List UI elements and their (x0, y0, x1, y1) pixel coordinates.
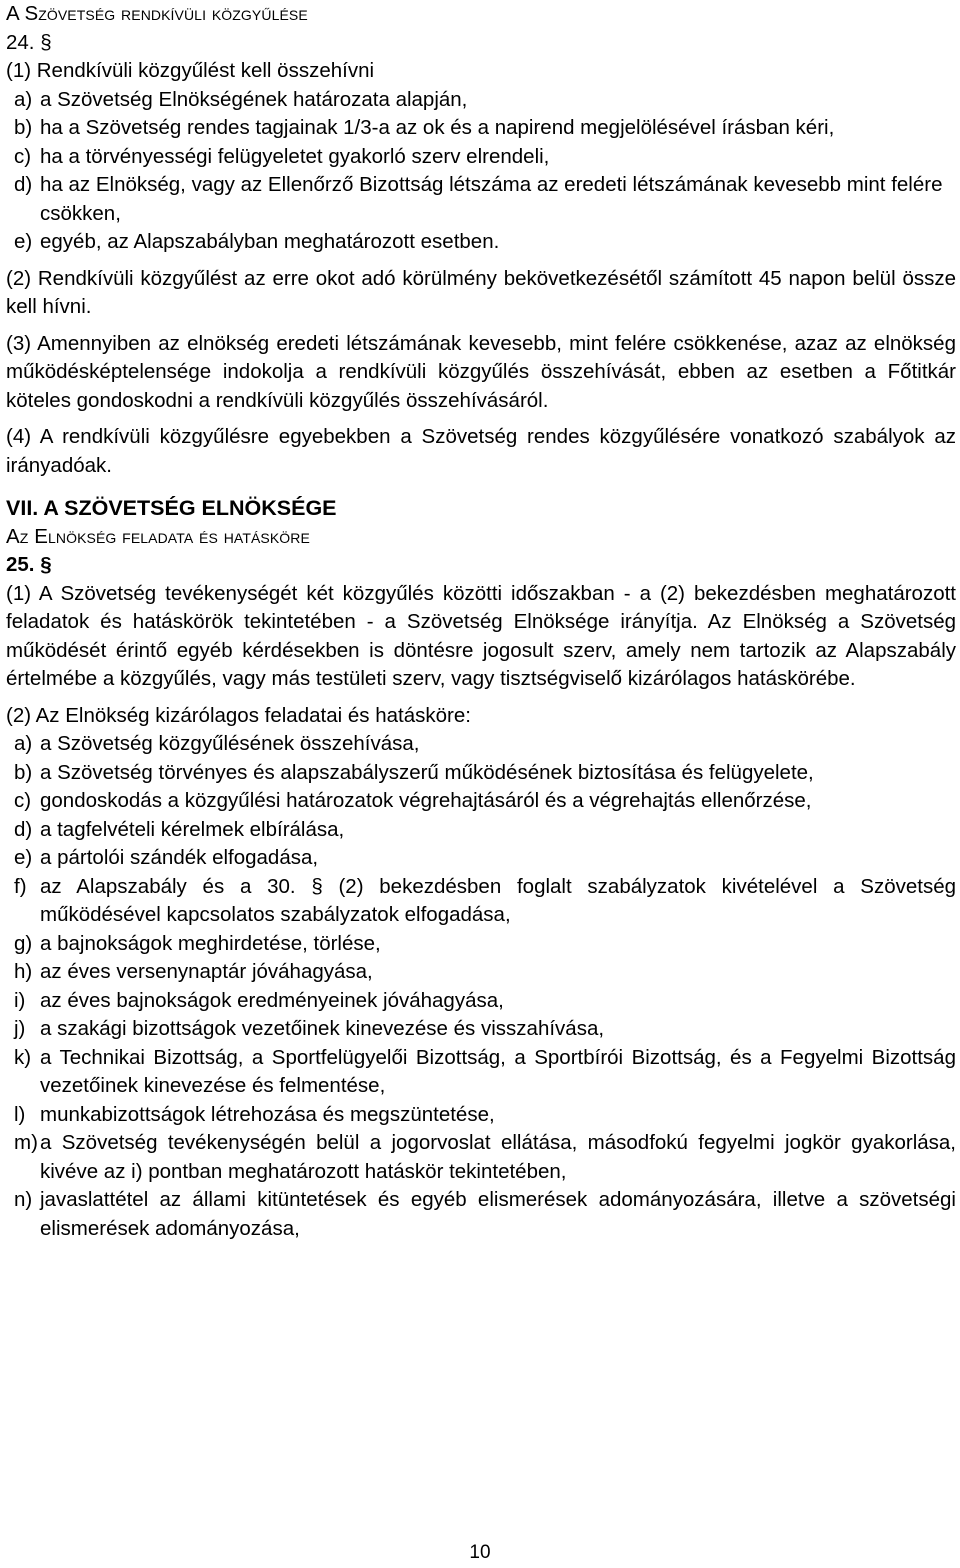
list-item-label: k) (14, 1045, 32, 1069)
list-item (6, 1129, 956, 1186)
list-item-text: ha a törvényességi felügyeletet gyakorló szerv elrendeli, (40, 144, 550, 168)
list-item (6, 759, 956, 788)
list-item (6, 228, 956, 257)
list-item-text: egyéb, az Alapszabályban meghatározott esetben. (40, 230, 500, 253)
list-item-label: e) (14, 846, 33, 869)
document-page (6, 0, 956, 1243)
list-item-text: az éves bajnokságok eredményeinek jóváhagyása, (40, 988, 504, 1012)
chapter-heading: VII. A SZÖVETSÉG ELNÖKSÉGE (6, 496, 337, 520)
list-item-text: a pártolói szándék elfogadása, (40, 846, 319, 869)
list-item (6, 787, 956, 816)
list-item-label: n) (14, 1188, 33, 1211)
list-item-label: b) (14, 760, 33, 784)
article-25-list (6, 730, 956, 1243)
list-item-text: a Szövetség törvényes és alapszabályszerű működésének biztosítása és felügyelete, (40, 760, 814, 784)
list-item (6, 114, 956, 143)
list-item-text: ha a Szövetség rendes tagjainak 1/3-a az ok és a napirend megjelölésével írásban kéri, (40, 116, 835, 139)
list-item (6, 930, 956, 959)
list-item (6, 958, 956, 987)
article-24-para-3: (3) Amennyiben az elnökség eredeti létszámának kevesebb, mint felére csökkenése, azaz az elnökség működésképtelensége indokolja a rendkívüli közgyűlés összehívását, ebben az esetben a Főtitkár köteles gondoskodni a rendkívüli közgyűlés összehívásáról. (6, 331, 956, 412)
list-item (6, 1044, 956, 1101)
article-25-number: 25. § (6, 553, 52, 576)
article-25-para-1: (1) A Szövetség tevékenységét két közgyűlés közötti időszakban - a (2) bekezdésben meghatározott feladatok és hatáskörök tekintetében - a Szövetség Elnöksége irányítja. Az Elnökség a Szövetség működését érintő egyéb kérdésekben is döntésre jogosult szerv, amely nem tartozik az Alapszabály értelmébe a közgyűlés, vagy más testületi szerv, vagy tisztségviselő kizárólagos hatáskörébe. (6, 581, 956, 690)
list-item-text: a Szövetség Elnökségének határozata alapján, (40, 87, 468, 111)
article-24-para-4: (4) A rendkívüli közgyűlésre egyebekben a Szövetség rendes közgyűlésére vonatkozó szabályok az irányadóak. (6, 425, 956, 477)
article-24-list (6, 86, 956, 257)
list-item-text: a szakági bizottságok vezetőinek kinevezése és visszahívása, (40, 1017, 605, 1040)
list-item (6, 730, 956, 759)
list-item-text: a Szövetség közgyűlésének összehívása, (40, 732, 420, 755)
list-item-label: d) (14, 173, 33, 196)
list-item (6, 816, 956, 845)
list-item-text: munkabizottságok létrehozása és megszüntetése, (40, 1102, 495, 1126)
section-header-extraordinary-assembly: A Szövetség rendkívüli közgyűlése (6, 2, 308, 25)
article-24-number: 24. § (6, 30, 52, 54)
list-item-text: ha az Elnökség, vagy az Ellenőrző Bizottság létszáma az eredeti létszámának kevesebb mint felére csökken, (40, 173, 943, 225)
list-item (6, 987, 956, 1016)
list-item-text: az Alapszabály és a 30. § (2) bekezdésben foglalt szabályzatok kivételével a Szövetség működésével kapcsolatos szabályzatok elfogadása, (40, 874, 956, 926)
list-item-text: a Technikai Bizottság, a Sportfelügyelői Bizottság, a Sportbírói Bizottság, és a Fegyelmi Bizottság vezetőinek kinevezése és felmentése, (40, 1045, 956, 1097)
article-25-para-2-intro: (2) Az Elnökség kizárólagos feladatai és hatásköre: (6, 703, 471, 727)
list-item-label: c) (14, 789, 32, 812)
list-item-label: h) (14, 960, 33, 983)
list-item-label: l) (14, 1102, 26, 1126)
list-item (6, 86, 956, 115)
list-item-label: g) (14, 931, 33, 955)
list-item-label: d) (14, 817, 33, 841)
list-item (6, 1186, 956, 1243)
list-item (6, 143, 956, 172)
list-item (6, 873, 956, 930)
list-item-label: c) (14, 144, 32, 168)
article-24-para-1-intro: (1) Rendkívüli közgyűlést kell összehívni (6, 59, 375, 82)
list-item-label: f) (14, 874, 27, 898)
article-24-para-2: (2) Rendkívüli közgyűlést az erre okot adó körülmény bekövetkezésétől számított 45 napon belül össze kell hívni. (6, 266, 956, 318)
list-item (6, 1015, 956, 1044)
list-item-text: az éves versenynaptár jóváhagyása, (40, 960, 373, 983)
list-item-label: i) (14, 988, 26, 1012)
list-item (6, 1101, 956, 1130)
list-item (6, 844, 956, 873)
list-item-text: gondoskodás a közgyűlési határozatok végrehajtásáról és a végrehajtás ellenőrzése, (40, 789, 812, 812)
list-item-text: a tagfelvételi kérelmek elbírálása, (40, 817, 345, 841)
list-item-text: a Szövetség tevékenységén belül a jogorvoslat ellátása, másodfokú fegyelmi jogkör gyakorlása, kivéve az i) pontban meghatározott hatáskör tekintetében, (40, 1131, 956, 1183)
section-header-presidency: Az Elnökség feladata és hatásköre (6, 524, 310, 548)
list-item (6, 171, 956, 228)
list-item-label: j) (14, 1017, 26, 1040)
list-item-label: b) (14, 116, 33, 139)
list-item-text: javaslattétel az állami kitüntetések és egyéb elismerések adományozására, illetve a szövetségi elismerések adományozása, (40, 1188, 956, 1240)
list-item-label: a) (14, 732, 33, 755)
list-item-text: a bajnokságok meghirdetése, törlése, (40, 931, 381, 955)
page-number: 10 (469, 1542, 491, 1563)
list-item-label: a) (14, 87, 33, 111)
list-item-label: e) (14, 230, 33, 253)
list-item-label: m) (14, 1131, 38, 1154)
